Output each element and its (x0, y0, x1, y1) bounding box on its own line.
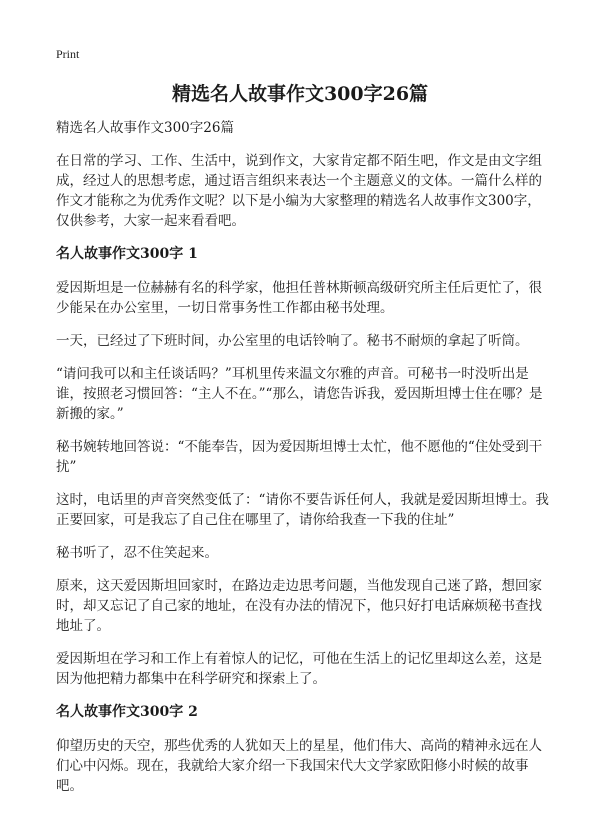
section-heading: 名人故事作文300字 1 (56, 246, 198, 262)
paragraph: “请问我可以和主任谈话吗？”耳机里传来温文尔雅的声音。可秘书一时没听出是谁，按照老习惯回答：“主人不在。”“那么，请您告诉我，爱因斯坦博士住在哪？是新搬的家。” (56, 366, 543, 422)
article-subtitle: 精选名人故事作文300字26篇 (56, 120, 234, 136)
print-link[interactable]: Print (56, 47, 80, 61)
paragraph: 一天，已经过了下班时间，办公室里的电话铃响了。秘书不耐烦的拿起了听筒。 (56, 333, 529, 349)
paragraph: 这时，电话里的声音突然变低了：“请你不要告诉任何人，我就是爱因斯坦博士。我正要回家，可是我忘了自己住在哪里了，请你给我查一下我的住址” (56, 492, 549, 528)
paragraph: 仰望历史的天空，那些优秀的人犹如天上的星星，他们伟大、高尚的精神永远在人们心中闪烁。现在，我就给大家介绍一下我国宋代大文学家欧阳修小时候的故事吧。 (56, 738, 542, 794)
page-title: 精选名人故事作文300字26篇 (171, 83, 429, 105)
section-heading: 名人故事作文300字 2 (56, 704, 198, 720)
paragraph: 原来，这天爱因斯坦回家时，在路边走边思考问题，当他发现自己迷了路，想回家时，却又忘记了自己家的地址，在没有办法的情况下，他只好打电话麻烦秘书查找地址了。 (56, 578, 542, 634)
paragraph: 爱因斯坦是一位赫赫有名的科学家，他担任普林斯顿高级研究所主任后更忙了，很少能呆在办公室里，一切日常事务性工作都由秘书处理。 (56, 280, 542, 316)
paragraph: 爱因斯坦在学习和工作上有着惊人的记忆，可他在生活上的记忆里却这么差，这是因为他把精力都集中在科学研究和探索上了。 (56, 651, 542, 687)
paragraph: 秘书婉转地回答说：“不能奉告，因为爱因斯坦博士太忙，他不愿他的“住处受到干扰” (56, 439, 543, 475)
article-body (56, 118, 550, 809)
intro-paragraph: 在日常的学习、工作、生活中，说到作文，大家肯定都不陌生吧，作文是由文字组成，经过人的思想考虑，通过语言组织来表达一个主题意义的文体。一篇什么样的作文才能称之为优秀作文呢？以下是小编为大家整理的精选名人故事作文300字，仅供参考，大家一起来看看吧。 (56, 153, 542, 229)
paragraph: 秘书听了，忍不住笑起来。 (56, 545, 218, 561)
